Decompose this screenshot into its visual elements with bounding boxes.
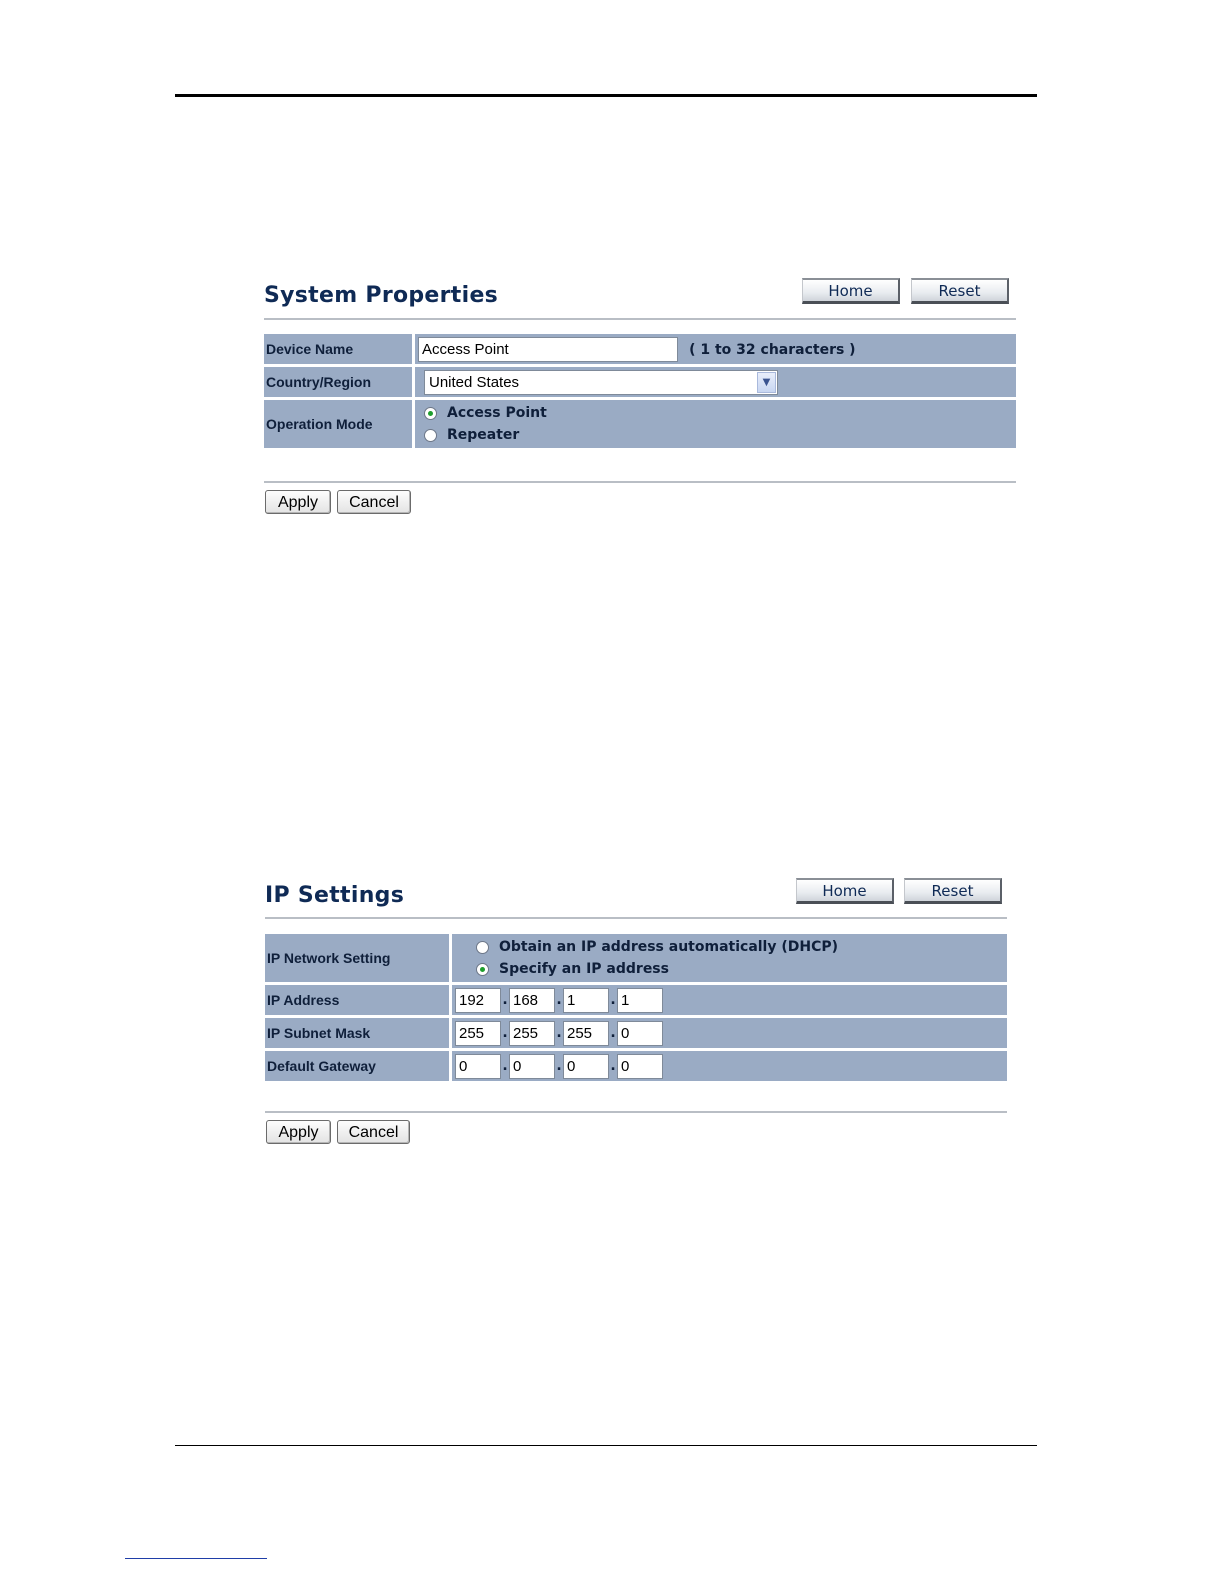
country-region-row (264, 367, 1016, 397)
ip-dot: . (610, 1025, 616, 1041)
page-top-rule (175, 94, 1037, 97)
ip-settings-table (265, 931, 1007, 1084)
default-gateway-octet-1[interactable] (455, 1054, 501, 1079)
ip-dot: . (556, 992, 562, 1008)
operation-mode-cell (415, 400, 1016, 448)
subnet-mask-octet-4[interactable] (617, 1021, 663, 1046)
device-name-row (264, 334, 1016, 364)
country-region-cell (415, 367, 1016, 397)
footer-link-underline (125, 1558, 267, 1559)
cancel-button[interactable]: Cancel (337, 490, 411, 514)
ip-dot: . (502, 992, 508, 1008)
ip-address-octet-4[interactable] (617, 988, 663, 1013)
apply-button[interactable]: Apply (266, 1120, 331, 1144)
ip-dot: . (610, 1058, 616, 1074)
page-bottom-rule (175, 1445, 1037, 1446)
home-button[interactable]: Home (796, 878, 894, 904)
static-ip-option[interactable] (476, 958, 1007, 980)
country-region-selected: United States (429, 373, 520, 391)
device-name-cell (415, 334, 1016, 364)
footer-divider (264, 481, 1016, 483)
subnet-mask-octet-3[interactable] (563, 1021, 609, 1046)
apply-button[interactable]: Apply (265, 490, 331, 514)
subnet-mask-octet-1[interactable] (455, 1021, 501, 1046)
default-gateway-label: Default Gateway (265, 1051, 452, 1081)
reset-button[interactable]: Reset (904, 878, 1002, 904)
ip-dot: . (556, 1058, 562, 1074)
radio-dhcp-label: Obtain an IP address automatically (DHCP) (499, 939, 839, 955)
ip-address-octet-1[interactable] (455, 988, 501, 1013)
default-gateway-octet-4[interactable] (617, 1054, 663, 1079)
reset-button[interactable]: Reset (911, 278, 1009, 304)
header-divider (265, 917, 1007, 919)
default-gateway-row (265, 1051, 1007, 1081)
ip-dot: . (610, 992, 616, 1008)
subnet-mask-label: IP Subnet Mask (265, 1018, 452, 1048)
default-gateway-octet-3[interactable] (563, 1054, 609, 1079)
device-name-label: Device Name (264, 334, 415, 364)
ip-address-cell (452, 985, 1007, 1015)
subnet-mask-cell (452, 1018, 1007, 1048)
device-name-input[interactable] (418, 337, 678, 362)
ip-network-setting-label: IP Network Setting (265, 934, 452, 982)
ip-settings-panel (265, 876, 1007, 1146)
default-gateway-cell (452, 1051, 1007, 1081)
system-properties-panel (264, 276, 1016, 516)
dhcp-option[interactable] (476, 936, 1007, 958)
ip-dot: . (502, 1058, 508, 1074)
ip-network-setting-cell (452, 934, 1007, 982)
ip-address-label: IP Address (265, 985, 452, 1015)
ip-settings-title: IP Settings (265, 883, 405, 908)
ip-address-octet-3[interactable] (563, 988, 609, 1013)
operation-mode-label: Operation Mode (264, 400, 415, 448)
ip-dot: . (502, 1025, 508, 1041)
operation-mode-access-point-option[interactable] (424, 402, 1016, 424)
home-button[interactable]: Home (802, 278, 900, 304)
radio-repeater[interactable] (424, 429, 437, 442)
ip-address-row (265, 985, 1007, 1015)
subnet-mask-row (265, 1018, 1007, 1048)
operation-mode-row (264, 400, 1016, 448)
ip-address-octet-2[interactable] (509, 988, 555, 1013)
radio-static-ip-label: Specify an IP address (499, 961, 669, 977)
subnet-mask-octet-2[interactable] (509, 1021, 555, 1046)
radio-dhcp[interactable] (476, 941, 489, 954)
radio-repeater-label: Repeater (447, 427, 520, 443)
operation-mode-repeater-option[interactable] (424, 424, 1016, 446)
chevron-down-icon[interactable]: ▼ (757, 372, 776, 393)
header-divider (264, 318, 1016, 320)
country-region-select[interactable] (424, 370, 778, 395)
country-region-label: Country/Region (264, 367, 415, 397)
device-name-hint: ( 1 to 32 characters ) (689, 341, 856, 358)
default-gateway-octet-2[interactable] (509, 1054, 555, 1079)
cancel-button[interactable]: Cancel (337, 1120, 410, 1144)
system-properties-title: System Properties (264, 283, 499, 308)
ip-dot: . (556, 1025, 562, 1041)
radio-access-point[interactable] (424, 407, 437, 420)
footer-divider (265, 1111, 1007, 1113)
system-properties-table (264, 331, 1016, 451)
radio-access-point-label: Access Point (447, 405, 547, 421)
ip-network-setting-row (265, 934, 1007, 982)
radio-static-ip[interactable] (476, 963, 489, 976)
